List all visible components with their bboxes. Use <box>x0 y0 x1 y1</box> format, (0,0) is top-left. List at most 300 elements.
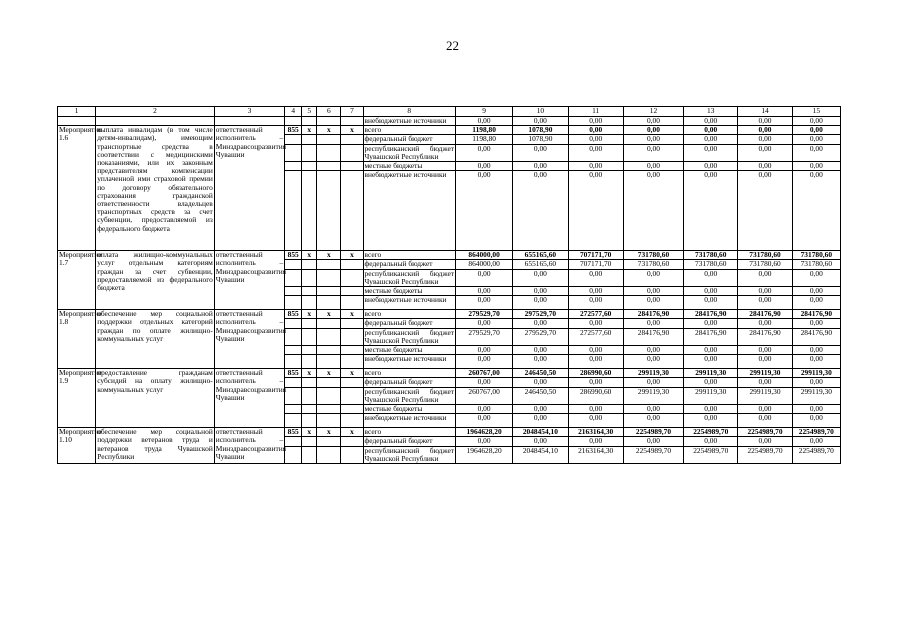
empty-cell <box>317 287 341 296</box>
column-number-cell: 12 <box>623 107 683 117</box>
empty-cell <box>341 446 363 463</box>
table-row <box>58 428 841 437</box>
amount-cell: 0,00 <box>568 414 623 428</box>
amount-cell: 286990,60 <box>568 369 623 378</box>
target-article-cell: x <box>317 251 341 260</box>
amount-cell: 0,00 <box>792 319 840 328</box>
amount-cell: 284176,90 <box>738 310 792 319</box>
amount-cell: 297529,70 <box>513 310 568 319</box>
amount-cell: 0,00 <box>568 126 623 135</box>
target-article-cell: x <box>317 428 341 437</box>
empty-cell <box>285 144 302 161</box>
empty-cell <box>285 346 302 355</box>
empty-cell <box>317 378 341 387</box>
amount-cell: 0,00 <box>568 135 623 144</box>
empty-cell <box>285 260 302 269</box>
amount-cell: 655165,60 <box>513 260 568 269</box>
empty-cell <box>341 355 363 369</box>
amount-cell: 0,00 <box>455 414 512 428</box>
empty-cell <box>341 260 363 269</box>
amount-cell: 0,00 <box>738 117 792 126</box>
empty-cell <box>341 144 363 161</box>
amount-cell: 0,00 <box>738 162 792 171</box>
amount-cell: 0,00 <box>738 171 792 251</box>
funding-source-cell: всего <box>363 428 455 437</box>
amount-cell: 0,00 <box>684 405 738 414</box>
empty-cell <box>317 269 341 286</box>
empty-cell <box>317 260 341 269</box>
amount-cell: 0,00 <box>684 319 738 328</box>
amount-cell: 0,00 <box>568 319 623 328</box>
column-number-cell: 4 <box>285 107 302 117</box>
amount-cell: 0,00 <box>513 405 568 414</box>
amount-cell: 2254989,70 <box>623 428 683 437</box>
amount-cell: 731780,60 <box>738 260 792 269</box>
empty-cell <box>285 437 302 446</box>
empty-cell <box>302 414 317 428</box>
funding-source-cell: местные бюджеты <box>363 346 455 355</box>
amount-cell: 0,00 <box>792 117 840 126</box>
empty-cell <box>302 405 317 414</box>
funding-source-cell: федеральный бюджет <box>363 260 455 269</box>
amount-cell: 0,00 <box>513 319 568 328</box>
amount-cell: 0,00 <box>792 414 840 428</box>
amount-cell: 260767,00 <box>455 387 512 404</box>
grbs-code-cell: 855 <box>285 369 302 378</box>
amount-cell: 0,00 <box>792 171 840 251</box>
empty-cell <box>302 446 317 463</box>
amount-cell: 0,00 <box>792 287 840 296</box>
amount-cell: 2254989,70 <box>738 428 792 437</box>
amount-cell: 284176,90 <box>792 310 840 319</box>
amount-cell: 2254989,70 <box>792 428 840 437</box>
funding-source-cell: республиканский бюджет Чувашской Республики <box>364 327 454 345</box>
amount-cell: 0,00 <box>684 355 738 369</box>
amount-cell: 0,00 <box>513 144 568 161</box>
amount-cell: 0,00 <box>568 117 623 126</box>
grbs-code-cell: 855 <box>285 126 302 135</box>
empty-cell <box>317 328 341 345</box>
amount-cell: 0,00 <box>623 319 683 328</box>
empty-cell <box>302 296 317 310</box>
empty-cell <box>317 355 341 369</box>
amount-cell: 0,00 <box>455 296 512 310</box>
funding-source-cell: республиканский бюджет Чувашской Республики <box>364 445 454 463</box>
amount-cell: 299119,30 <box>792 369 840 378</box>
amount-cell: 0,00 <box>513 346 568 355</box>
amount-cell: 0,00 <box>568 171 623 251</box>
amount-cell: 0,00 <box>684 269 738 286</box>
empty-cell <box>302 144 317 161</box>
empty-cell <box>317 437 341 446</box>
expense-type-cell: x <box>341 126 363 135</box>
measure-name-cell: выплата инвалидам (в том числе детям-инвалидам), имеющим транспортные средства в соответствии с медицинскими показаниями, или их законным представителям компенсации уплаченной ими страховой премии по договору обязательного страхования гражданской ответственности владельцев транспортных средств за счет субвенции, предоставляемой из федерального бюджета <box>96 126 215 251</box>
amount-cell: 0,00 <box>623 126 683 135</box>
amount-cell: 299119,30 <box>684 387 738 404</box>
amount-cell: 0,00 <box>513 296 568 310</box>
amount-cell: 0,00 <box>623 144 683 161</box>
amount-cell: 0,00 <box>513 269 568 286</box>
measure-code-cell: Мероприятие 1.7 <box>58 251 96 310</box>
amount-cell: 0,00 <box>568 269 623 286</box>
measure-code-cell: Мероприятие 1.8 <box>58 310 96 369</box>
amount-cell: 299119,30 <box>792 387 840 404</box>
column-number-cell: 7 <box>341 107 363 117</box>
amount-cell: 707171,70 <box>568 260 623 269</box>
amount-cell: 284176,90 <box>738 328 792 345</box>
amount-cell: 0,00 <box>623 117 683 126</box>
funding-source-cell: федеральный бюджет <box>363 437 455 446</box>
amount-cell: 0,00 <box>623 171 683 251</box>
empty-cell <box>317 414 341 428</box>
amount-cell: 0,00 <box>738 269 792 286</box>
empty-cell <box>317 446 341 463</box>
measure-code-cell: Мероприятие 1.10 <box>58 428 96 464</box>
empty-cell <box>302 171 317 251</box>
amount-cell: 284176,90 <box>623 328 683 345</box>
amount-cell: 731780,60 <box>623 260 683 269</box>
amount-cell: 2254989,70 <box>738 446 792 463</box>
amount-cell: 0,00 <box>792 355 840 369</box>
empty-cell <box>285 387 302 404</box>
empty-cell <box>341 328 363 345</box>
table-row <box>58 369 841 378</box>
empty-cell <box>317 346 341 355</box>
measure-name-cell: обеспечение мер социальной поддержки отдельных категорий граждан по оплате жилищно-коммунальных услуг <box>96 310 215 369</box>
column-number-cell: 11 <box>568 107 623 117</box>
funding-source-cell: всего <box>363 369 455 378</box>
amount-cell: 279529,70 <box>455 310 512 319</box>
funding-source-cell: внебюджетные источники <box>363 414 455 428</box>
amount-cell: 0,00 <box>623 414 683 428</box>
amount-cell: 0,00 <box>513 117 568 126</box>
executor-cell: ответственный исполнитель – Минздравсоцразвития Чувашии <box>214 428 284 464</box>
empty-cell <box>285 162 302 171</box>
funding-source-cell: республиканский бюджет Чувашской Республики <box>364 268 454 286</box>
empty-cell <box>341 405 363 414</box>
empty-cell <box>341 296 363 310</box>
column-number-cell: 13 <box>684 107 738 117</box>
empty-cell <box>317 296 341 310</box>
amount-cell: 0,00 <box>513 171 568 251</box>
amount-cell: 0,00 <box>513 378 568 387</box>
amount-cell: 0,00 <box>792 162 840 171</box>
funding-source-cell: внебюджетные источники <box>363 355 455 369</box>
amount-cell: 279529,70 <box>513 328 568 345</box>
empty-cell <box>341 287 363 296</box>
amount-cell: 246450,50 <box>513 369 568 378</box>
empty-cell <box>302 355 317 369</box>
amount-cell: 0,00 <box>568 144 623 161</box>
amount-cell: 0,00 <box>623 355 683 369</box>
funding-source-cell: федеральный бюджет <box>363 378 455 387</box>
empty-cell <box>317 144 341 161</box>
amount-cell: 864000,00 <box>455 260 512 269</box>
amount-cell: 0,00 <box>513 287 568 296</box>
empty-cell <box>302 378 317 387</box>
measure-code-cell: Мероприятие 1.6 <box>58 126 96 251</box>
empty-cell <box>341 162 363 171</box>
column-number-cell: 1 <box>58 107 96 117</box>
amount-cell: 0,00 <box>738 319 792 328</box>
amount-cell: 279529,70 <box>455 328 512 345</box>
amount-cell: 0,00 <box>684 117 738 126</box>
amount-cell: 0,00 <box>568 355 623 369</box>
column-number-cell: 15 <box>792 107 840 117</box>
amount-cell: 731780,60 <box>684 251 738 260</box>
empty-cell <box>341 135 363 144</box>
empty-cell <box>302 437 317 446</box>
empty-cell <box>285 269 302 286</box>
amount-cell: 0,00 <box>738 287 792 296</box>
section-code-cell: x <box>302 310 317 319</box>
amount-cell: 0,00 <box>455 269 512 286</box>
funding-source-cell: местные бюджеты <box>363 405 455 414</box>
amount-cell: 0,00 <box>738 346 792 355</box>
empty-cell <box>285 135 302 144</box>
empty-cell <box>302 319 317 328</box>
empty-cell <box>317 171 341 251</box>
amount-cell: 246450,50 <box>513 387 568 404</box>
target-article-cell: x <box>317 369 341 378</box>
empty-cell <box>285 296 302 310</box>
funding-source-cell: местные бюджеты <box>363 162 455 171</box>
amount-cell: 0,00 <box>684 414 738 428</box>
amount-cell: 0,00 <box>513 437 568 446</box>
column-number-cell: 6 <box>317 107 341 117</box>
amount-cell: 284176,90 <box>684 328 738 345</box>
amount-cell: 0,00 <box>684 296 738 310</box>
amount-cell: 0,00 <box>623 287 683 296</box>
financing-table <box>57 106 841 464</box>
amount-cell: 0,00 <box>738 355 792 369</box>
funding-source-cell: федеральный бюджет <box>363 135 455 144</box>
amount-cell: 1078,90 <box>513 126 568 135</box>
amount-cell: 2254989,70 <box>684 446 738 463</box>
amount-cell: 0,00 <box>684 437 738 446</box>
empty-cell <box>285 171 302 251</box>
executor-cell: ответственный исполнитель – Минздравсоцразвития Чувашии <box>214 369 284 428</box>
empty-cell <box>317 387 341 404</box>
funding-source-cell: всего <box>363 126 455 135</box>
empty-cell <box>285 378 302 387</box>
grbs-code-cell: 855 <box>285 251 302 260</box>
empty-cell <box>341 437 363 446</box>
executor-cell: ответственный исполнитель – Минздравсоцразвития Чувашии <box>214 126 284 251</box>
amount-cell: 0,00 <box>568 287 623 296</box>
empty-cell <box>341 414 363 428</box>
amount-cell: 2048454,10 <box>513 446 568 463</box>
funding-source-cell: республиканский бюджет Чувашской Республики <box>364 386 454 404</box>
amount-cell: 0,00 <box>455 346 512 355</box>
table-body <box>58 107 841 464</box>
amount-cell: 0,00 <box>455 117 512 126</box>
amount-cell: 0,00 <box>513 414 568 428</box>
column-number-cell: 2 <box>96 107 215 117</box>
empty-cell <box>285 319 302 328</box>
column-number-cell: 8 <box>363 107 455 117</box>
empty-cell <box>341 346 363 355</box>
empty-cell <box>317 405 341 414</box>
amount-cell: 0,00 <box>455 319 512 328</box>
amount-cell: 1078,90 <box>513 135 568 144</box>
amount-cell: 0,00 <box>684 346 738 355</box>
amount-cell: 0,00 <box>738 378 792 387</box>
amount-cell: 1198,80 <box>455 126 512 135</box>
amount-cell: 0,00 <box>792 437 840 446</box>
amount-cell: 2048454,10 <box>513 428 568 437</box>
table-row <box>58 310 841 319</box>
funding-source-cell: всего <box>363 310 455 319</box>
amount-cell: 2163164,30 <box>568 428 623 437</box>
amount-cell: 0,00 <box>455 378 512 387</box>
empty-cell <box>302 162 317 171</box>
amount-cell: 731780,60 <box>684 260 738 269</box>
amount-cell: 272577,60 <box>568 310 623 319</box>
amount-cell: 0,00 <box>623 269 683 286</box>
amount-cell: 0,00 <box>684 144 738 161</box>
amount-cell: 0,00 <box>738 437 792 446</box>
funding-source-cell: всего <box>363 251 455 260</box>
empty-cell <box>341 319 363 328</box>
empty-cell <box>285 405 302 414</box>
amount-cell: 0,00 <box>792 135 840 144</box>
amount-cell: 731780,60 <box>792 260 840 269</box>
amount-cell: 0,00 <box>738 414 792 428</box>
amount-cell: 0,00 <box>684 378 738 387</box>
amount-cell: 0,00 <box>455 171 512 251</box>
amount-cell: 0,00 <box>738 126 792 135</box>
section-code-cell: x <box>302 126 317 135</box>
amount-cell: 0,00 <box>568 162 623 171</box>
amount-cell: 0,00 <box>513 162 568 171</box>
amount-cell: 731780,60 <box>738 251 792 260</box>
empty-cell <box>285 355 302 369</box>
amount-cell: 864000,00 <box>455 251 512 260</box>
funding-source-cell: республиканский бюджет Чувашской Республики <box>364 143 454 161</box>
amount-cell: 0,00 <box>568 346 623 355</box>
amount-cell: 2254989,70 <box>684 428 738 437</box>
amount-cell: 2254989,70 <box>623 446 683 463</box>
measure-name-cell: обеспечение мер социальной поддержки ветеранов труда и ветеранов труда Чувашской Республики <box>96 428 215 464</box>
empty-cell <box>341 387 363 404</box>
empty-cell <box>317 162 341 171</box>
funding-source-cell: внебюджетные источники <box>363 117 455 126</box>
target-article-cell: x <box>317 126 341 135</box>
header-row <box>58 107 841 117</box>
amount-cell: 0,00 <box>623 296 683 310</box>
amount-cell: 299119,30 <box>738 387 792 404</box>
amount-cell: 0,00 <box>513 355 568 369</box>
section-code-cell: x <box>302 428 317 437</box>
amount-cell: 0,00 <box>455 287 512 296</box>
table-row <box>58 126 841 135</box>
amount-cell: 1964628,20 <box>455 446 512 463</box>
amount-cell: 0,00 <box>684 171 738 251</box>
amount-cell: 0,00 <box>455 405 512 414</box>
column-number-cell: 14 <box>738 107 792 117</box>
amount-cell: 1964628,20 <box>455 428 512 437</box>
amount-cell: 0,00 <box>568 405 623 414</box>
amount-cell: 272577,60 <box>568 328 623 345</box>
amount-cell: 0,00 <box>738 296 792 310</box>
amount-cell: 0,00 <box>568 296 623 310</box>
funding-source-cell: местные бюджеты <box>363 287 455 296</box>
empty-cell <box>341 171 363 251</box>
empty-cell <box>285 446 302 463</box>
column-number-cell: 3 <box>214 107 284 117</box>
amount-cell: 0,00 <box>623 405 683 414</box>
amount-cell: 0,00 <box>568 437 623 446</box>
amount-cell: 0,00 <box>792 144 840 161</box>
funding-source-cell: внебюджетные источники <box>363 171 455 251</box>
amount-cell: 731780,60 <box>792 251 840 260</box>
amount-cell: 0,00 <box>455 437 512 446</box>
empty-cell <box>302 135 317 144</box>
amount-cell: 284176,90 <box>684 310 738 319</box>
measure-name-cell: предоставление гражданам субсидий на оплату жилищно-коммунальных услуг <box>96 369 215 428</box>
amount-cell: 1198,80 <box>455 135 512 144</box>
amount-cell: 299119,30 <box>623 369 683 378</box>
amount-cell: 2254989,70 <box>792 446 840 463</box>
section-code-cell: x <box>302 369 317 378</box>
measure-code-cell: Мероприятие 1.9 <box>58 369 96 428</box>
amount-cell: 0,00 <box>568 378 623 387</box>
amount-cell: 0,00 <box>623 162 683 171</box>
empty-cell <box>341 378 363 387</box>
funding-source-cell: внебюджетные источники <box>363 296 455 310</box>
empty-cell <box>285 287 302 296</box>
empty-cell <box>302 387 317 404</box>
empty-cell <box>317 135 341 144</box>
section-code-cell: x <box>302 251 317 260</box>
amount-cell: 0,00 <box>623 346 683 355</box>
amount-cell: 655165,60 <box>513 251 568 260</box>
amount-cell: 0,00 <box>684 162 738 171</box>
amount-cell: 284176,90 <box>623 310 683 319</box>
amount-cell: 0,00 <box>792 126 840 135</box>
empty-cell <box>302 269 317 286</box>
expense-type-cell: x <box>341 251 363 260</box>
amount-cell: 0,00 <box>684 126 738 135</box>
amount-cell: 299119,30 <box>684 369 738 378</box>
empty-cell <box>285 414 302 428</box>
amount-cell: 0,00 <box>738 405 792 414</box>
expense-type-cell: x <box>341 369 363 378</box>
column-number-cell: 10 <box>513 107 568 117</box>
empty-cell <box>302 328 317 345</box>
amount-cell: 731780,60 <box>623 251 683 260</box>
amount-cell: 284176,90 <box>792 328 840 345</box>
target-article-cell: x <box>317 310 341 319</box>
amount-cell: 299119,30 <box>623 387 683 404</box>
amount-cell: 0,00 <box>684 287 738 296</box>
measure-name-cell: оплата жилищно-коммунальных услуг отдельным категориям граждан за счет субвенции, предоставляемой из федерального бюджета <box>96 251 215 310</box>
empty-cell <box>285 328 302 345</box>
expense-type-cell: x <box>341 428 363 437</box>
amount-cell: 286990,60 <box>568 387 623 404</box>
empty-cell <box>302 260 317 269</box>
grbs-code-cell: 855 <box>285 428 302 437</box>
executor-cell: ответственный исполнитель – Минздравсоцразвития Чувашии <box>214 251 284 310</box>
amount-cell: 2163164,30 <box>568 446 623 463</box>
column-number-cell: 9 <box>455 107 512 117</box>
page-number: 22 <box>446 38 459 53</box>
amount-cell: 707171,70 <box>568 251 623 260</box>
funding-source-cell: федеральный бюджет <box>363 319 455 328</box>
amount-cell: 260767,00 <box>455 369 512 378</box>
amount-cell: 299119,30 <box>738 369 792 378</box>
